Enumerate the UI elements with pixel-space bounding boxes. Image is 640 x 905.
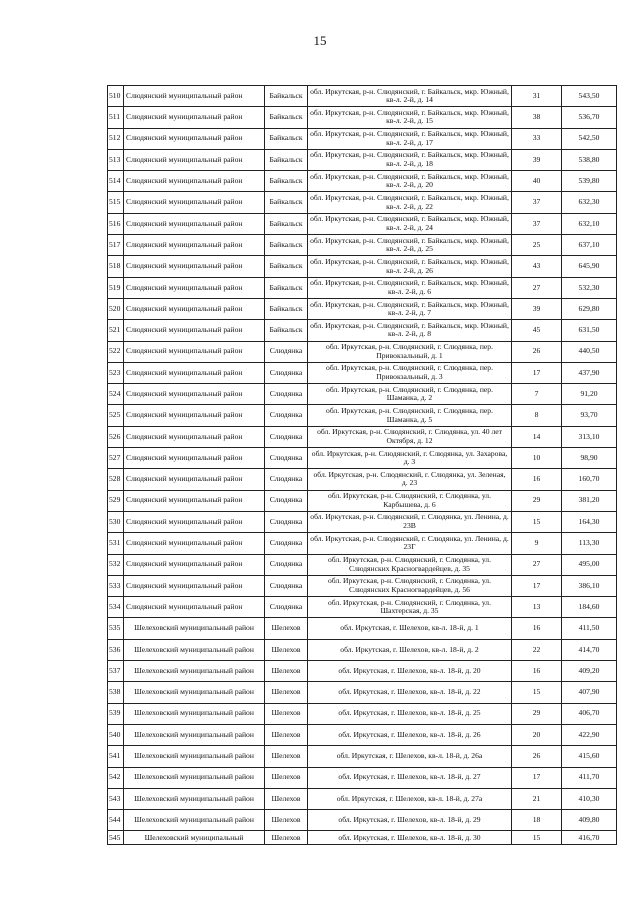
total-area: 411,70 <box>562 767 617 788</box>
district-name: Слюдянский муниципальный район <box>124 448 265 469</box>
building-address: обл. Иркутская, г. Шелехов, кв-л. 18-й, д. 1 <box>308 618 512 639</box>
table-row <box>108 490 617 511</box>
total-area: 422,90 <box>562 724 617 745</box>
table-row <box>108 235 617 256</box>
city-name: Слюдянка <box>265 490 308 511</box>
registry-body <box>108 86 617 845</box>
row-number: 519 <box>108 277 124 298</box>
city-name: Шелехов <box>265 767 308 788</box>
row-number: 514 <box>108 171 124 192</box>
city-name: Байкальск <box>265 320 308 341</box>
row-number: 526 <box>108 426 124 447</box>
building-address: обл. Иркутская, р-н. Слюдянский, г. Слюдянка, ул. Захарова, д. 3 <box>308 448 512 469</box>
row-number: 513 <box>108 149 124 170</box>
table-row <box>108 298 617 319</box>
row-number: 538 <box>108 682 124 703</box>
district-name: Шелеховский муниципальный район <box>124 788 265 809</box>
city-name: Шелехов <box>265 682 308 703</box>
district-name: Шелеховский муниципальный район <box>124 724 265 745</box>
row-number: 539 <box>108 703 124 724</box>
row-number: 523 <box>108 362 124 383</box>
table-row <box>108 405 617 426</box>
units-count: 16 <box>512 618 562 639</box>
total-area: 536,70 <box>562 107 617 128</box>
table-row <box>108 128 617 149</box>
table-row <box>108 724 617 745</box>
row-number: 518 <box>108 256 124 277</box>
total-area: 637,10 <box>562 235 617 256</box>
building-address: обл. Иркутская, р-н. Слюдянский, г. Слюдянка, пер. Привокзальный, д. 3 <box>308 362 512 383</box>
district-name: Слюдянский муниципальный район <box>124 149 265 170</box>
city-name: Байкальск <box>265 86 308 107</box>
row-number: 515 <box>108 192 124 213</box>
city-name: Слюдянка <box>265 426 308 447</box>
building-address: обл. Иркутская, г. Шелехов, кв-л. 18-й, д. 27а <box>308 788 512 809</box>
row-number: 544 <box>108 810 124 831</box>
district-name: Слюдянский муниципальный район <box>124 86 265 107</box>
units-count: 27 <box>512 277 562 298</box>
row-number: 517 <box>108 235 124 256</box>
total-area: 632,10 <box>562 213 617 234</box>
city-name: Слюдянка <box>265 597 308 618</box>
district-name: Слюдянский муниципальный район <box>124 405 265 426</box>
total-area: 414,70 <box>562 639 617 660</box>
units-count: 17 <box>512 767 562 788</box>
city-name: Слюдянка <box>265 384 308 405</box>
building-address: обл. Иркутская, г. Шелехов, кв-л. 18-й, д. 2 <box>308 639 512 660</box>
units-count: 45 <box>512 320 562 341</box>
units-count: 39 <box>512 298 562 319</box>
units-count: 21 <box>512 788 562 809</box>
district-name: Шелеховский муниципальный район <box>124 682 265 703</box>
total-area: 406,70 <box>562 703 617 724</box>
city-name: Слюдянка <box>265 448 308 469</box>
units-count: 26 <box>512 341 562 362</box>
city-name: Байкальск <box>265 149 308 170</box>
table-row <box>108 256 617 277</box>
table-row <box>108 533 617 554</box>
row-number: 535 <box>108 618 124 639</box>
district-name: Слюдянский муниципальный район <box>124 362 265 383</box>
units-count: 39 <box>512 149 562 170</box>
city-name: Шелехов <box>265 810 308 831</box>
city-name: Байкальск <box>265 298 308 319</box>
district-name: Слюдянский муниципальный район <box>124 235 265 256</box>
building-address: обл. Иркутская, р-н. Слюдянский, г. Слюдянка, ул. Зеленая, д. 23 <box>308 469 512 490</box>
units-count: 13 <box>512 597 562 618</box>
total-area: 495,00 <box>562 554 617 575</box>
city-name: Шелехов <box>265 746 308 767</box>
city-name: Шелехов <box>265 703 308 724</box>
units-count: 27 <box>512 554 562 575</box>
district-name: Слюдянский муниципальный район <box>124 341 265 362</box>
district-name: Шелеховский муниципальный район <box>124 767 265 788</box>
row-number: 516 <box>108 213 124 234</box>
total-area: 160,70 <box>562 469 617 490</box>
building-address: обл. Иркутская, р-н. Слюдянский, г. Байкальск, мкр. Южный, кв-л. 2-й, д. 26 <box>308 256 512 277</box>
row-number: 511 <box>108 107 124 128</box>
building-address: обл. Иркутская, р-н. Слюдянский, г. Байкальск, мкр. Южный, кв-л. 2-й, д. 17 <box>308 128 512 149</box>
table-row <box>108 788 617 809</box>
total-area: 409,80 <box>562 810 617 831</box>
district-name: Шелеховский муниципальный район <box>124 639 265 660</box>
table-row <box>108 639 617 660</box>
district-name: Шелеховский муниципальный район <box>124 746 265 767</box>
row-number: 529 <box>108 490 124 511</box>
table-row <box>108 448 617 469</box>
table-row <box>108 213 617 234</box>
units-count: 16 <box>512 661 562 682</box>
building-address: обл. Иркутская, р-н. Слюдянский, г. Слюдянка, ул. Ленина, д. 23Г <box>308 533 512 554</box>
district-name: Слюдянский муниципальный район <box>124 107 265 128</box>
total-area: 542,50 <box>562 128 617 149</box>
building-address: обл. Иркутская, г. Шелехов, кв-л. 18-й, д. 22 <box>308 682 512 703</box>
units-count: 7 <box>512 384 562 405</box>
table-row <box>108 831 617 845</box>
building-address: обл. Иркутская, р-н. Слюдянский, г. Байкальск, мкр. Южный, кв-л. 2-й, д. 22 <box>308 192 512 213</box>
table-row <box>108 469 617 490</box>
city-name: Слюдянка <box>265 554 308 575</box>
building-address: обл. Иркутская, р-н. Слюдянский, г. Байкальск, мкр. Южный, кв-л. 2-й, д. 18 <box>308 149 512 170</box>
table-row <box>108 384 617 405</box>
units-count: 26 <box>512 746 562 767</box>
table-row <box>108 767 617 788</box>
units-count: 33 <box>512 128 562 149</box>
district-name: Слюдянский муниципальный район <box>124 128 265 149</box>
total-area: 440,50 <box>562 341 617 362</box>
table-row <box>108 810 617 831</box>
table-row <box>108 426 617 447</box>
district-name: Слюдянский муниципальный район <box>124 384 265 405</box>
units-count: 14 <box>512 426 562 447</box>
total-area: 539,80 <box>562 171 617 192</box>
total-area: 386,10 <box>562 575 617 596</box>
city-name: Байкальск <box>265 171 308 192</box>
total-area: 437,90 <box>562 362 617 383</box>
units-count: 29 <box>512 490 562 511</box>
city-name: Байкальск <box>265 192 308 213</box>
table-row <box>108 682 617 703</box>
units-count: 18 <box>512 810 562 831</box>
city-name: Слюдянка <box>265 341 308 362</box>
total-area: 411,50 <box>562 618 617 639</box>
table-row <box>108 511 617 532</box>
table-row <box>108 192 617 213</box>
building-address: обл. Иркутская, г. Шелехов, кв-л. 18-й, д. 25 <box>308 703 512 724</box>
building-address: обл. Иркутская, г. Шелехов, кв-л. 18-й, д. 29 <box>308 810 512 831</box>
city-name: Слюдянка <box>265 575 308 596</box>
table-row <box>108 703 617 724</box>
building-address: обл. Иркутская, р-н. Слюдянский, г. Слюдянка, ул. Шахтерская, д. 35 <box>308 597 512 618</box>
row-number: 545 <box>108 831 124 845</box>
district-name: Слюдянский муниципальный район <box>124 256 265 277</box>
total-area: 113,30 <box>562 533 617 554</box>
total-area: 407,90 <box>562 682 617 703</box>
units-count: 43 <box>512 256 562 277</box>
building-address: обл. Иркутская, р-н. Слюдянский, г. Слюдянка, ул. Карбышева, д. 6 <box>308 490 512 511</box>
units-count: 22 <box>512 639 562 660</box>
building-address: обл. Иркутская, г. Шелехов, кв-л. 18-й, д. 20 <box>308 661 512 682</box>
row-number: 541 <box>108 746 124 767</box>
total-area: 416,70 <box>562 831 617 845</box>
building-address: обл. Иркутская, р-н. Слюдянский, г. Байкальск, мкр. Южный, кв-л. 2-й, д. 8 <box>308 320 512 341</box>
city-name: Шелехов <box>265 831 308 845</box>
building-address: обл. Иркутская, г. Шелехов, кв-л. 18-й, д. 26 <box>308 724 512 745</box>
table-row <box>108 661 617 682</box>
city-name: Шелехов <box>265 724 308 745</box>
units-count: 15 <box>512 682 562 703</box>
row-number: 528 <box>108 469 124 490</box>
building-address: обл. Иркутская, р-н. Слюдянский, г. Байкальск, мкр. Южный, кв-л. 2-й, д. 20 <box>308 171 512 192</box>
page-number: 15 <box>313 33 327 48</box>
district-name: Слюдянский муниципальный район <box>124 171 265 192</box>
district-name: Слюдянский муниципальный район <box>124 554 265 575</box>
table-row <box>108 554 617 575</box>
total-area: 410,30 <box>562 788 617 809</box>
row-number: 532 <box>108 554 124 575</box>
row-number: 527 <box>108 448 124 469</box>
row-number: 510 <box>108 86 124 107</box>
units-count: 40 <box>512 171 562 192</box>
total-area: 184,60 <box>562 597 617 618</box>
district-name: Слюдянский муниципальный район <box>124 490 265 511</box>
units-count: 37 <box>512 213 562 234</box>
row-number: 522 <box>108 341 124 362</box>
table-row <box>108 362 617 383</box>
table-row <box>108 575 617 596</box>
city-name: Шелехов <box>265 661 308 682</box>
total-area: 98,90 <box>562 448 617 469</box>
district-name: Слюдянский муниципальный район <box>124 597 265 618</box>
district-name: Слюдянский муниципальный район <box>124 298 265 319</box>
table-row <box>108 277 617 298</box>
building-address: обл. Иркутская, г. Шелехов, кв-л. 18-й, д. 27 <box>308 767 512 788</box>
units-count: 17 <box>512 575 562 596</box>
table-row <box>108 618 617 639</box>
units-count: 9 <box>512 533 562 554</box>
units-count: 17 <box>512 362 562 383</box>
total-area: 632,30 <box>562 192 617 213</box>
district-name: Слюдянский муниципальный район <box>124 575 265 596</box>
units-count: 20 <box>512 724 562 745</box>
row-number: 540 <box>108 724 124 745</box>
row-number: 542 <box>108 767 124 788</box>
district-name: Слюдянский муниципальный район <box>124 192 265 213</box>
building-address: обл. Иркутская, р-н. Слюдянский, г. Байкальск, мкр. Южный, кв-л. 2-й, д. 25 <box>308 235 512 256</box>
district-name: Слюдянский муниципальный район <box>124 511 265 532</box>
row-number: 543 <box>108 788 124 809</box>
total-area: 538,80 <box>562 149 617 170</box>
table-row <box>108 597 617 618</box>
building-address: обл. Иркутская, г. Шелехов, кв-л. 18-й, д. 30 <box>308 831 512 845</box>
district-name: Слюдянский муниципальный район <box>124 320 265 341</box>
district-name: Слюдянский муниципальный район <box>124 277 265 298</box>
total-area: 313,10 <box>562 426 617 447</box>
units-count: 10 <box>512 448 562 469</box>
city-name: Шелехов <box>265 788 308 809</box>
total-area: 91,20 <box>562 384 617 405</box>
units-count: 25 <box>512 235 562 256</box>
building-address: обл. Иркутская, р-н. Слюдянский, г. Слюдянка, ул. Слюдянских Красногвардейцев, д. 35 <box>308 554 512 575</box>
city-name: Слюдянка <box>265 511 308 532</box>
total-area: 532,30 <box>562 277 617 298</box>
city-name: Слюдянка <box>265 533 308 554</box>
city-name: Слюдянка <box>265 362 308 383</box>
units-count: 31 <box>512 86 562 107</box>
row-number: 536 <box>108 639 124 660</box>
units-count: 8 <box>512 405 562 426</box>
city-name: Байкальск <box>265 107 308 128</box>
units-count: 29 <box>512 703 562 724</box>
total-area: 381,20 <box>562 490 617 511</box>
district-name: Шелеховский муниципальный район <box>124 618 265 639</box>
city-name: Слюдянка <box>265 469 308 490</box>
building-address: обл. Иркутская, р-н. Слюдянский, г. Байкальск, мкр. Южный, кв-л. 2-й, д. 14 <box>308 86 512 107</box>
district-name: Шелеховский муниципальный район <box>124 810 265 831</box>
city-name: Байкальск <box>265 277 308 298</box>
building-address: обл. Иркутская, р-н. Слюдянский, г. Слюдянка, пер. Шаманка, д. 2 <box>308 384 512 405</box>
total-area: 409,20 <box>562 661 617 682</box>
total-area: 93,70 <box>562 405 617 426</box>
table-row <box>108 320 617 341</box>
table-row <box>108 86 617 107</box>
city-name: Байкальск <box>265 128 308 149</box>
building-address: обл. Иркутская, р-н. Слюдянский, г. Слюдянка, пер. Шаманка, д. 5 <box>308 405 512 426</box>
city-name: Байкальск <box>265 235 308 256</box>
total-area: 631,50 <box>562 320 617 341</box>
total-area: 645,90 <box>562 256 617 277</box>
units-count: 38 <box>512 107 562 128</box>
district-name: Слюдянский муниципальный район <box>124 533 265 554</box>
table-row <box>108 149 617 170</box>
row-number: 520 <box>108 298 124 319</box>
table-row <box>108 171 617 192</box>
row-number: 525 <box>108 405 124 426</box>
table-row <box>108 107 617 128</box>
total-area: 164,30 <box>562 511 617 532</box>
district-name: Шелеховский муниципальный район <box>124 661 265 682</box>
district-name: Слюдянский муниципальный район <box>124 426 265 447</box>
total-area: 415,60 <box>562 746 617 767</box>
row-number: 531 <box>108 533 124 554</box>
units-count: 16 <box>512 469 562 490</box>
building-address: обл. Иркутская, р-н. Слюдянский, г. Слюдянка, пер. Привокзальный, д. 1 <box>308 341 512 362</box>
city-name: Шелехов <box>265 639 308 660</box>
district-name: Шелеховский муниципальный район <box>124 703 265 724</box>
row-number: 537 <box>108 661 124 682</box>
housing-registry-table <box>107 85 617 845</box>
table-row <box>108 746 617 767</box>
total-area: 543,50 <box>562 86 617 107</box>
city-name: Байкальск <box>265 256 308 277</box>
row-number: 534 <box>108 597 124 618</box>
building-address: обл. Иркутская, р-н. Слюдянский, г. Слюдянка, ул. Ленина, д. 23В <box>308 511 512 532</box>
building-address: обл. Иркутская, р-н. Слюдянский, г. Байкальск, мкр. Южный, кв-л. 2-й, д. 24 <box>308 213 512 234</box>
units-count: 15 <box>512 511 562 532</box>
row-number: 512 <box>108 128 124 149</box>
building-address: обл. Иркутская, р-н. Слюдянский, г. Слюдянка, ул. 40 лет Октября, д. 12 <box>308 426 512 447</box>
city-name: Байкальск <box>265 213 308 234</box>
units-count: 37 <box>512 192 562 213</box>
building-address: обл. Иркутская, р-н. Слюдянский, г. Байкальск, мкр. Южный, кв-л. 2-й, д. 6 <box>308 277 512 298</box>
building-address: обл. Иркутская, р-н. Слюдянский, г. Слюдянка, ул. Слюдянских Красногвардейцев, д. 56 <box>308 575 512 596</box>
row-number: 524 <box>108 384 124 405</box>
building-address: обл. Иркутская, г. Шелехов, кв-л. 18-й, д. 26а <box>308 746 512 767</box>
row-number: 521 <box>108 320 124 341</box>
row-number: 530 <box>108 511 124 532</box>
table-row <box>108 341 617 362</box>
city-name: Слюдянка <box>265 405 308 426</box>
city-name: Шелехов <box>265 618 308 639</box>
district-name: Слюдянский муниципальный район <box>124 469 265 490</box>
total-area: 629,80 <box>562 298 617 319</box>
district-name: Шелеховский муниципальный <box>124 831 265 845</box>
district-name: Слюдянский муниципальный район <box>124 213 265 234</box>
building-address: обл. Иркутская, р-н. Слюдянский, г. Байкальск, мкр. Южный, кв-л. 2-й, д. 15 <box>308 107 512 128</box>
units-count: 15 <box>512 831 562 845</box>
row-number: 533 <box>108 575 124 596</box>
building-address: обл. Иркутская, р-н. Слюдянский, г. Байкальск, мкр. Южный, кв-л. 2-й, д. 7 <box>308 298 512 319</box>
